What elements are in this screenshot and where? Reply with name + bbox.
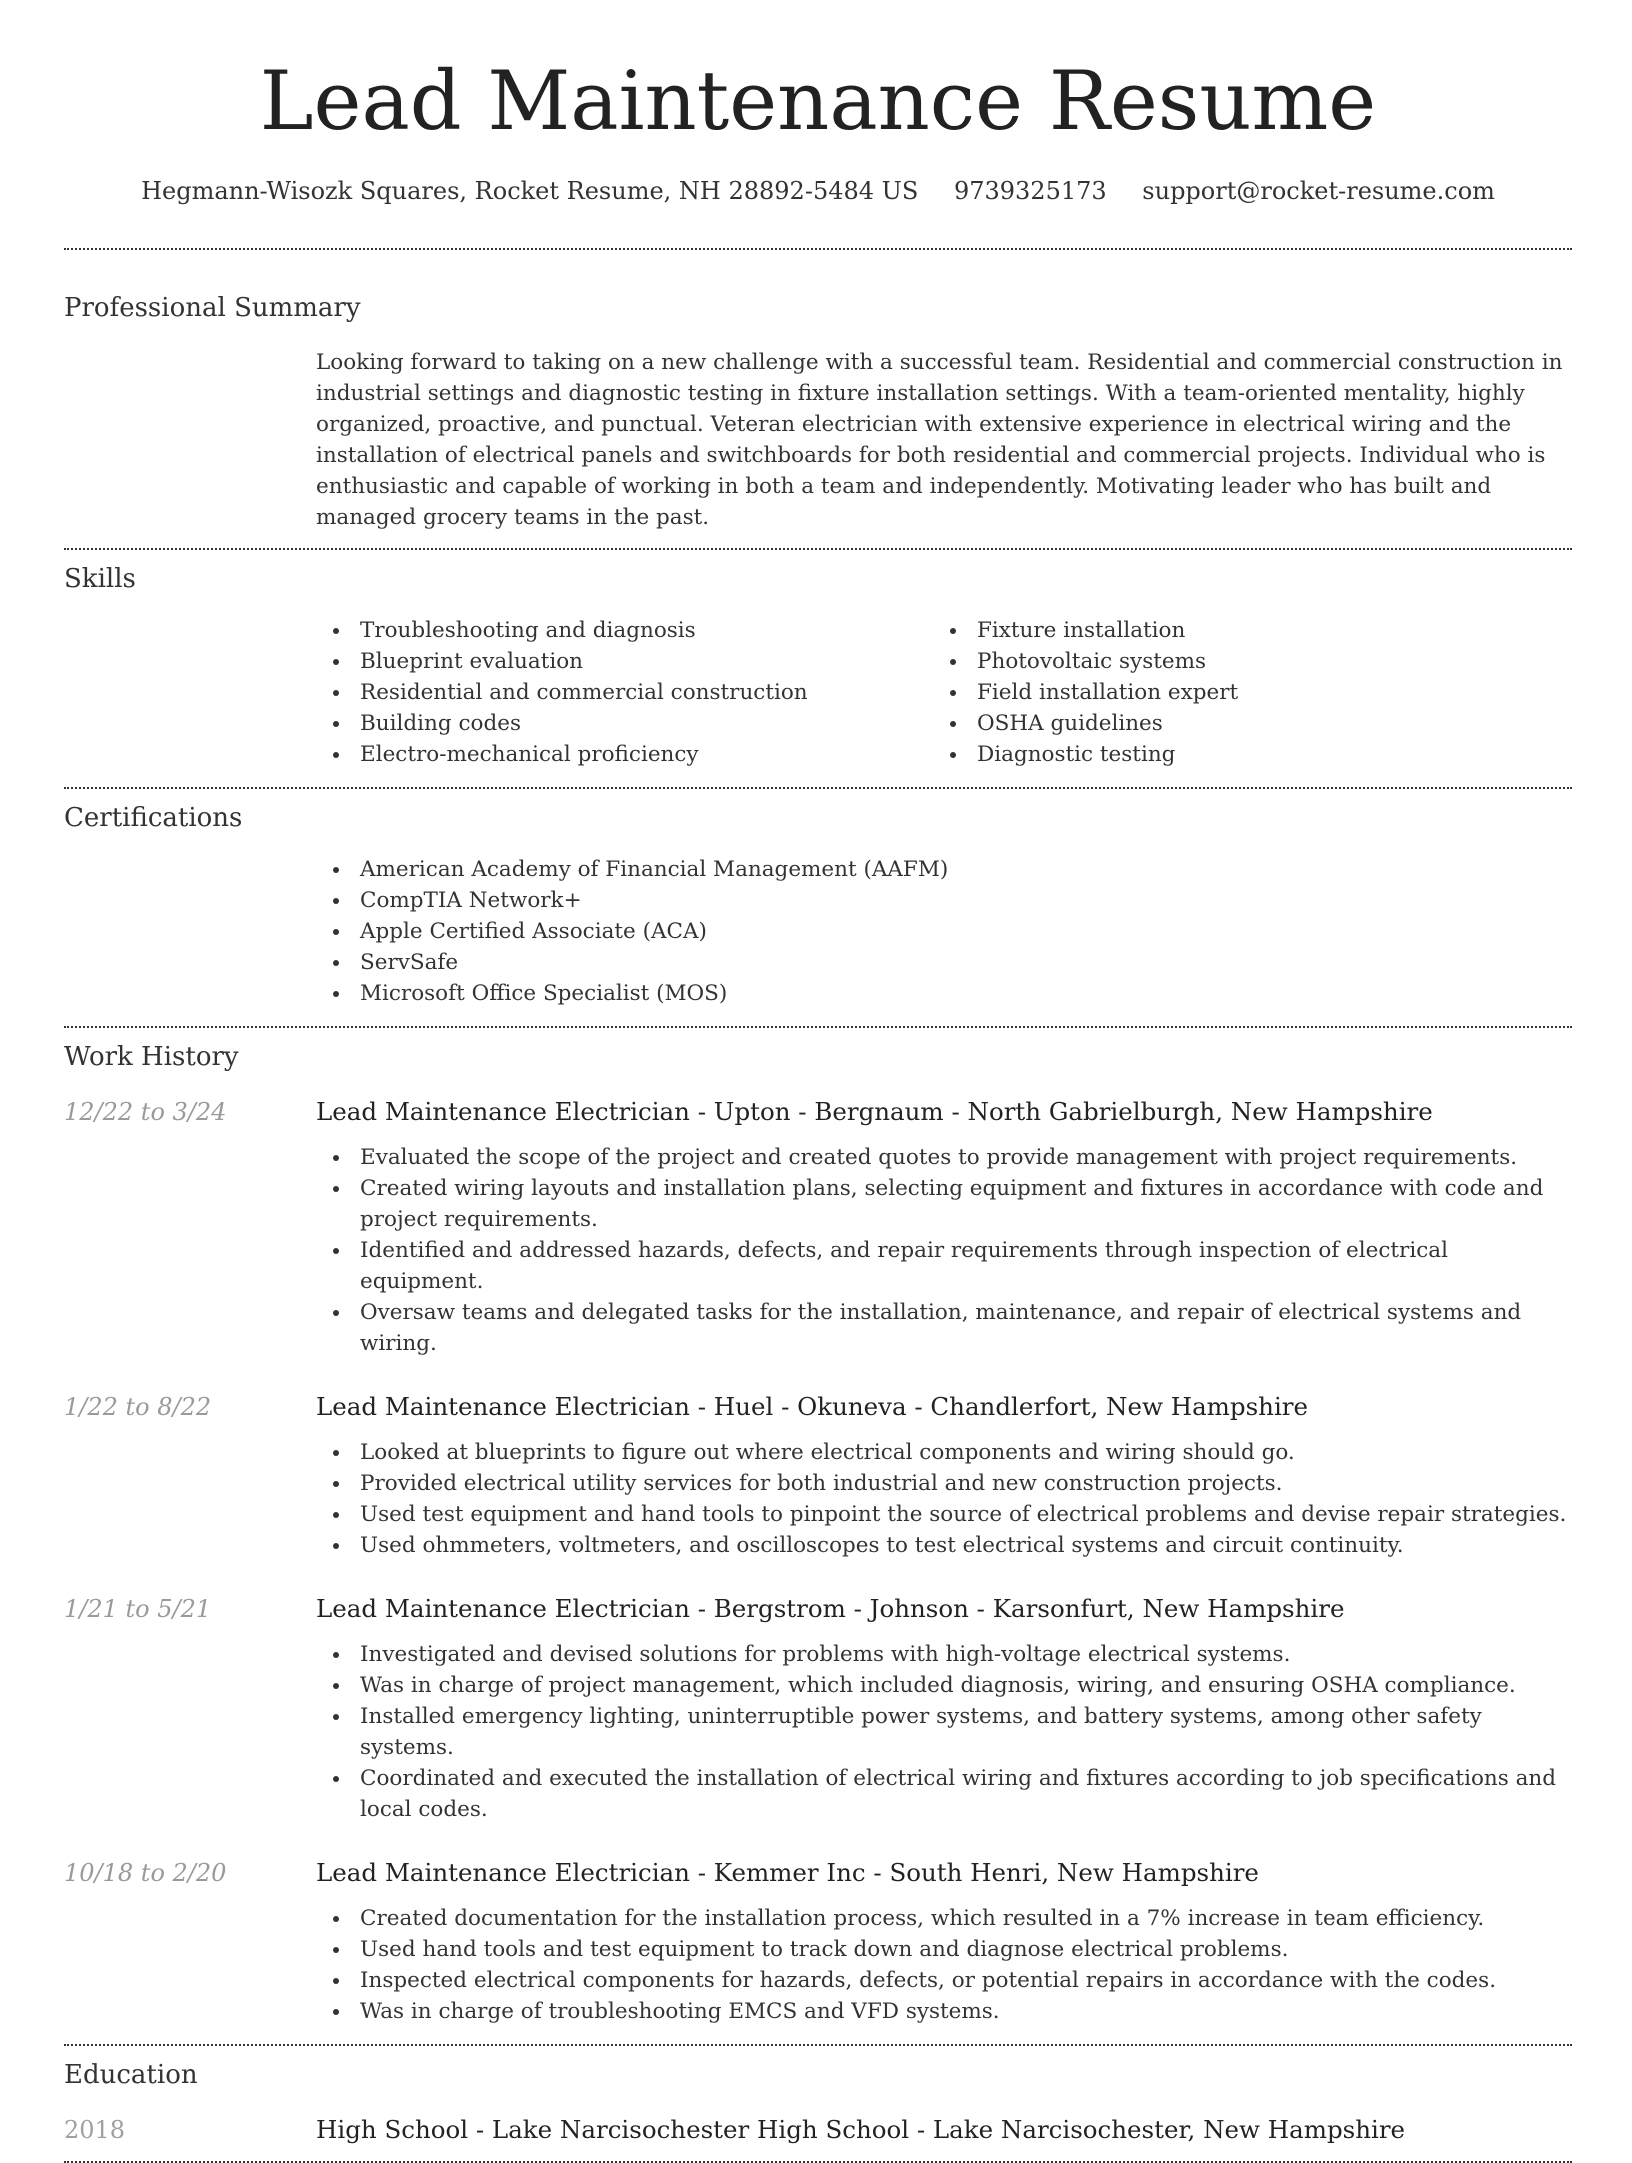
section-heading-education: Education [64,2060,198,2090]
contact-phone: 9739325173 [953,177,1107,205]
divider [64,787,1572,789]
page-title: Lead Maintenance Resume [259,55,1377,149]
skill-item: Residential and commercial construction [316,677,933,708]
job-duty-item: Oversaw teams and delegated tasks for the installation, maintenance, and repair of electrical systems and wiring. [316,1297,1572,1359]
job-dates: 12/22 to 3/24 [64,1098,227,1126]
job-duties [316,1639,1572,1825]
job-duty-item: Investigated and devised solutions for problems with high-voltage electrical systems. [316,1639,1572,1670]
job-duty-item: Was in charge of project management, which included diagnosis, wiring, and ensuring OSHA compliance. [316,1670,1572,1701]
divider [64,548,1572,550]
section-heading-certifications: Certifications [64,803,243,833]
certifications-list [316,854,1572,1009]
job-duty-item: Installed emergency lighting, uninterruptible power systems, and battery systems, among other safety systems. [316,1701,1572,1763]
job-duty-item: Created wiring layouts and installation plans, selecting equipment and fixtures in accordance with code and project requirements. [316,1173,1572,1235]
job-dates: 1/22 to 8/22 [64,1393,212,1421]
skills-list [316,615,1572,770]
section-heading-skills: Skills [64,564,136,594]
education-title: High School - Lake Narcisochester High School - Lake Narcisochester, New Hampshire [316,2115,1406,2144]
skill-item: Field installation expert [933,677,1550,708]
job-dates: 10/18 to 2/20 [64,1859,227,1887]
job-duties [316,1903,1572,2027]
skill-item: Diagnostic testing [933,739,1550,770]
skills-column-right [933,615,1550,770]
job-duty-item: Evaluated the scope of the project and created quotes to provide management with project requirements. [316,1142,1572,1173]
contact-line [64,174,1572,208]
divider [64,1026,1572,1028]
contact-email: support@rocket-resume.com [1142,177,1495,205]
job-duty-item: Was in charge of troubleshooting EMCS and VFD systems. [316,1996,1572,2027]
education-year: 2018 [64,2116,126,2144]
skill-item: OSHA guidelines [933,708,1550,739]
job-duty-item: Used test equipment and hand tools to pinpoint the source of electrical problems and devise repair strategies. [316,1499,1572,1530]
job-header [64,1097,1572,1126]
certification-item: Apple Certified Associate (ACA) [316,916,1572,947]
skill-item: Building codes [316,708,933,739]
section-heading-summary: Professional Summary [64,293,361,323]
job-header [64,1392,1572,1421]
skill-item: Fixture installation [933,615,1550,646]
summary-text: Looking forward to taking on a new challenge with a successful team. Residential and commercial construction in industrial settings and diagnostic testing in fixture installation settings. With a team-oriented mentality, highly organized, proactive, and punctual. Veteran electrician with extensive experience in electrical wiring and the installation of electrical panels and switchboards for both residential and commercial projects. Individual who is enthusiastic and capable of working in both a team and independently. Motivating leader who has built and managed grocery teams in the past. [316,350,1563,530]
job-duties [316,1142,1572,1359]
certification-item: Microsoft Office Specialist (MOS) [316,978,1572,1009]
job-header [64,1594,1572,1623]
job-duty-item: Identified and addressed hazards, defects, and repair requirements through inspection of electrical equipment. [316,1235,1572,1297]
skills-column-left [316,615,933,770]
divider [64,2044,1572,2046]
skill-item: Electro-mechanical proficiency [316,739,933,770]
job-title: Lead Maintenance Electrician - Bergstrom - Johnson - Karsonfurt, New Hampshire [316,1594,1345,1623]
job-title: Lead Maintenance Electrician - Kemmer Inc - South Henri, New Hampshire [316,1858,1259,1887]
job-duty-item: Inspected electrical components for hazards, defects, or potential repairs in accordance with the codes. [316,1965,1572,1996]
skill-item: Troubleshooting and diagnosis [316,615,933,646]
job-duty-item: Looked at blueprints to figure out where electrical components and wiring should go. [316,1437,1572,1468]
job-title: Lead Maintenance Electrician - Huel - Okuneva - Chandlerfort, New Hampshire [316,1392,1308,1421]
resume-page [64,0,1572,2163]
job-duties [316,1437,1572,1561]
section-heading-work-history: Work History [64,1042,239,1072]
divider [64,248,1572,250]
job-duty-item: Used ohmmeters, voltmeters, and oscilloscopes to test electrical systems and circuit continuity. [316,1530,1572,1561]
skill-item: Blueprint evaluation [316,646,933,677]
job-title: Lead Maintenance Electrician - Upton - Bergnaum - North Gabrielburgh, New Hampshire [316,1097,1433,1126]
job-header [64,1858,1572,1887]
job-dates: 1/21 to 5/21 [64,1595,212,1623]
certification-item: ServSafe [316,947,1572,978]
job-duty-item: Coordinated and executed the installation of electrical wiring and fixtures according to job specifications and local codes. [316,1763,1572,1825]
certification-item: CompTIA Network+ [316,885,1572,916]
education-entry [64,2115,1572,2144]
job-duty-item: Provided electrical utility services for both industrial and new construction projects. [316,1468,1572,1499]
job-duty-item: Used hand tools and test equipment to track down and diagnose electrical problems. [316,1934,1572,1965]
skill-item: Photovoltaic systems [933,646,1550,677]
contact-address: Hegmann-Wisozk Squares, Rocket Resume, NH 28892-5484 US [141,177,919,205]
certification-item: American Academy of Financial Management (AAFM) [316,854,1572,885]
job-duty-item: Created documentation for the installation process, which resulted in a 7% increase in team efficiency. [316,1903,1572,1934]
